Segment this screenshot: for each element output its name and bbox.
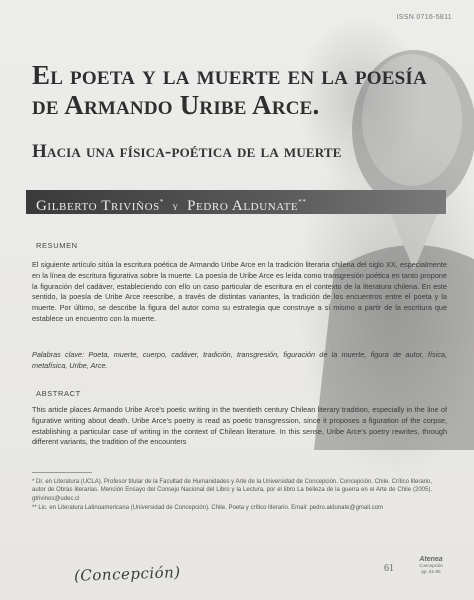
author-footnote-mark: ** xyxy=(298,198,307,206)
abstract-heading: ABSTRACT xyxy=(36,389,81,398)
article-title: El poeta y la muerte en la poesía de Armando Uribe Arce. xyxy=(32,60,427,120)
journal-logo-line: Concepción xyxy=(419,563,443,568)
resumen-heading: RESUMEN xyxy=(36,241,78,250)
keywords-paragraph: Palabras clave: Poeta, muerte, cuerpo, cadáver, tradición, transgresión, figuración de la muerte, figura de autor, física, metafísica, Uribe, Arce. xyxy=(32,350,447,370)
footnote: ** Lic. en Literatura Latinoamericana (Universidad de Concepción). Chile. Poeta y crítico literario. Email: pedro.aldunate@gmail.com xyxy=(32,505,383,512)
handwritten-annotation: (Concepción) xyxy=(73,563,181,585)
journal-logo xyxy=(406,556,456,586)
author-line: Gilberto Triviños* y Pedro Aldunate** xyxy=(36,198,307,214)
page-number: 61 xyxy=(384,563,394,574)
footnote-divider xyxy=(32,472,92,473)
footnotes xyxy=(32,478,432,514)
issn-label: ISSN 0716-5811 xyxy=(396,14,452,21)
author-separator: y xyxy=(172,201,179,213)
author-name: Gilberto Triviños xyxy=(36,198,160,214)
journal-logo-mark: Atenea xyxy=(419,556,443,563)
journal-logo-line: pp. 61-90 xyxy=(421,569,441,574)
resumen-paragraph: El siguiente artículo sitúa la escritura poética de Armando Uribe Arce en la tradición literaria chilena del siglo XX, especialmente en la línea de escritura figurativa sobre la muerte. La poesía de Uribe Arce es leída como transgresión poética en tanto propone la figuración del cadáver, estableciendo con ello un caso particular de escritura en el contexto de la literatura chilena. En este sentido, la poesía de Uribe Arce reescribe, a través de distintas variantes, la tradición de los encuentros entre el poeta y la muerte. Por último, se describe la figura del autor como su estrategia que construye a sí mismo a partir de la escritura que establece un encuentro con la muerte. xyxy=(32,260,447,323)
footnote: * Dr. en Literatura (UCLA). Profesor titular de la Facultad de Humanidades y Arte de la Universidad de Concepción. Concepción, Chile. Crítico literario, autor de Obras literarias. Mención Ensayo del Consejo Nacional del Libro y la Lectura, por el libro La belleza de la guerra en el Arte de Chile (2005). gtrivinos@udec.cl xyxy=(32,479,432,502)
author-name: Pedro Aldunate xyxy=(187,198,299,214)
abstract-paragraph: This article places Armando Uribe Arce's poetic writing in the twentieth century Chilean literary tradition, especially in the line of figurative writing about death. Uribe Arce's poetry is read as poetic transgression, since it proposes a figuration of the corpse, establishing a particular case of writing in the context of Chilean literature. In this sense, Uribe Arce's poetry rewrites, through different variants, the tradition of the encounters xyxy=(32,405,447,447)
article-subtitle: Hacia una física-poética de la muerte xyxy=(32,141,342,162)
